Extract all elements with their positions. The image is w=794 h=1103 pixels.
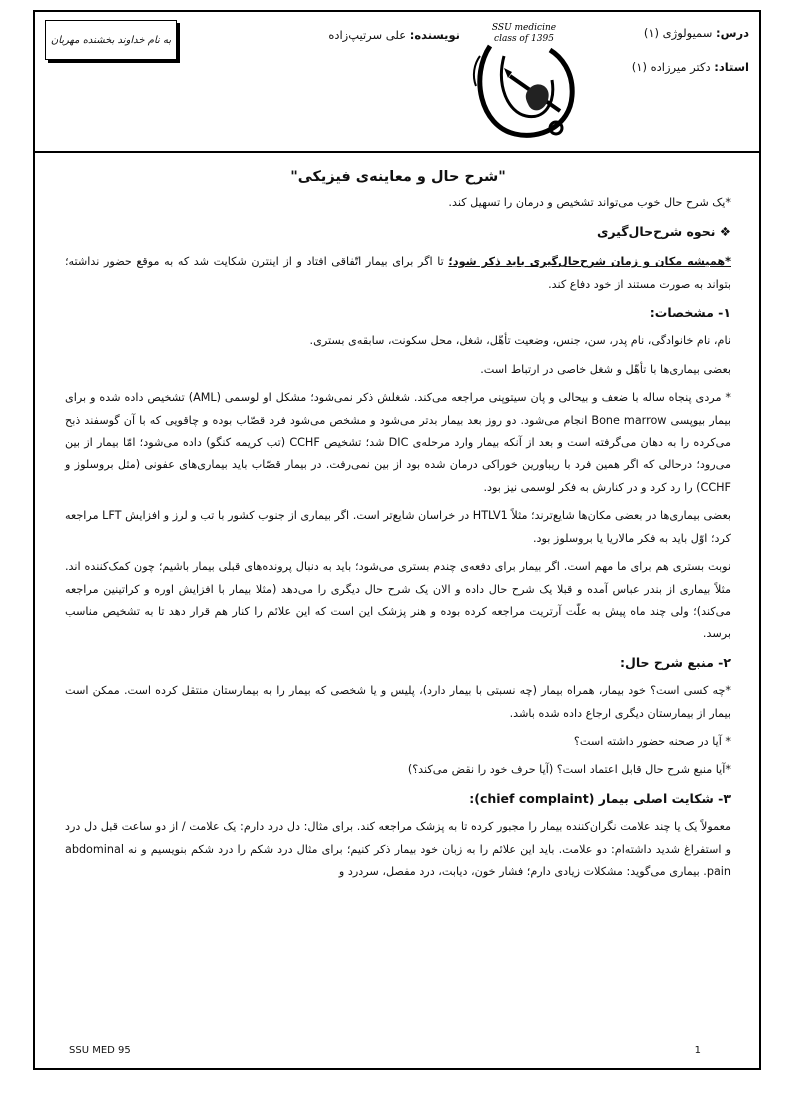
author-label: نویسنده: bbox=[409, 28, 460, 42]
author-value: علی سرتیپ‌زاده bbox=[328, 28, 407, 42]
place-time-emphasis: *همیشه مکان و زمان شرح‌حال‌گیری باید ذکر شود؛ bbox=[448, 255, 731, 269]
document-title: "شرح حال و معاینه‌ی فیزیکی" bbox=[290, 169, 506, 185]
class-logo bbox=[460, 16, 588, 146]
heading-source: ۲- منبع شرح حال: bbox=[620, 654, 731, 670]
footer-label: SSU MED 95 bbox=[69, 1045, 131, 1056]
admission-paragraph: نوبت بستری هم برای ما مهم است. اگر بیمار برای دفعه‌ی چندم بستری می‌شود؛ باید به دنبال پرونده‌های قبلی بیمار باشیم؛ چون کمک‌کننده اند. مثلاً بیماری از بندر عباس آمده و قبلا یک شرح حال داده و الان یک شرح حال دیگری را می‌دهد (مثلا بیمار با افزایش اوره و کراتینین مراجعه می‌کند)؛ ولی چند ماه پیش به علّت آرتریت مراجعه کرده بوده و هنر پزشک این است که این علائم را کنار هم قرار دهد تا به تشخیص مناسب برسد. bbox=[65, 560, 731, 641]
teacher-value: دکتر میرزاده (۱) bbox=[631, 60, 711, 74]
section-method-heading: ❖ نحوه شرح‌حال‌گیری bbox=[596, 223, 731, 239]
page-frame bbox=[33, 10, 761, 1070]
place-time-paragraph bbox=[65, 251, 731, 296]
course-label: درس: bbox=[716, 26, 749, 40]
logo-text-1: SSU medicine bbox=[491, 23, 557, 33]
page-header bbox=[35, 12, 759, 153]
source-paragraph: *چه کسی است؟ خود بیمار، همراه بیمار (چه نسبتی با بیمار دارد)، پلیس و یا شخصی که بیمار را به بیمارستان منتقل کرده است. ممکن است بیمار از بیمارستان دیگری ارجاع داده شده باشد. bbox=[65, 684, 731, 720]
case-paragraph: * مردی پنجاه ساله با ضعف و بیحالی و پان سیتوپنی مراجعه می‌کند. شغلش ذکر نمی‌شود؛ مشکل او لوسمی (AML) تشخیص داده شده و برای بیمار بیوپسی Bone marrow انجام می‌شود. دو روز بعد بیمار بدتر می‌شود و مشخص می‌شود فرد قصّاب بوده و چاقویی که با آن گوسفند ذبح می‌کرده را به دهان می‌گرفته است و بعد از آنکه بیمار وارد مرحله‌ی DIC شد؛ تشخیص CCHF (تب کریمه کنگو) داده می‌شود؛ امّا بیمار از بین می‌رود؛ درحالی که اگر همین فرد با ریباورین خوراکی درمان شده بود از بین نمی‌رفت. در بیمار قصّاب باید بیماری‌های عفونی (مثل بروسلوز و CCHF) را رد کرد و در کنارش به فکر لوسمی نیز بود. bbox=[65, 391, 732, 494]
reliable-paragraph: *آیا منبع شرح حال قابل اعتماد است؟ (آیا حرف خود را نقض می‌کند؟) bbox=[407, 763, 731, 777]
intro-paragraph: *یک شرح حال خوب می‌تواند تشخیص و درمان را تسهیل کند. bbox=[448, 196, 731, 210]
regional-paragraph: بعضی بیماری‌ها در بعضی مکان‌ها شایع‌ترند؛ مثلاً HTLV1 در خراسان شایع‌تر است. اگر بیماری از جنوب کشور با تب و لرز و افزایش LFT مراجعه کرد؛ اوّل باید به فکر مالاریا یا بروسلوز بود. bbox=[65, 509, 731, 545]
course-value: سمیولوژی (۱) bbox=[643, 26, 713, 40]
chief-complaint-paragraph: معمولاً یک یا چند علامت نگران‌کننده بیمار را مجبور کرده تا به پزشک مراجعه کند. برای مثال: دل درد دارم: یک علامت / از دو ساعت قبل دل درد و استفراغ شدید داشته‌ام: دو علامت. باید این علائم را به زبان خود بیمار ذکر کنیم؛ برای مثال درد شکم را درد شکم بنویسیم و نه abdominal pain. بیماری می‌گوید: مشکلات زیادی دارم؛ فشار خون، دیابت، درد مفصل، سردرد و bbox=[65, 820, 731, 878]
teacher-label: استاد: bbox=[714, 60, 749, 74]
bismillah-box bbox=[45, 20, 177, 60]
heading-chief-complaint: ۳- شکایت اصلی بیمار (chief complaint): bbox=[469, 790, 731, 806]
specs-paragraph: نام، نام خانوادگی، نام پدر، سن، جنس، وضعیت تأهّل، شغل، محل سکونت، سابقه‌ی بستری. bbox=[309, 334, 731, 348]
logo-text-2: class of 1395 bbox=[494, 34, 554, 44]
heading-specs: ۱- مشخصات: bbox=[649, 305, 731, 321]
author-info bbox=[285, 28, 460, 42]
document-body bbox=[65, 162, 731, 889]
present-paragraph: * آیا در صحنه حضور داشته است؟ bbox=[573, 734, 731, 748]
bismillah-text: به نام خداوند بخشنده مهربان bbox=[50, 34, 172, 46]
page-number: 1 bbox=[694, 1045, 701, 1056]
place-time-rest: تا اگر برای بیمار اتّفاقی افتاد و از اینترن شکایت شد که به موقع حضور نداشته؛ بتواند به صورت مستند از خود دفاع کند. bbox=[65, 255, 731, 291]
specs-paragraph-2: بعضی بیماری‌ها با تأهّل و شغل خاصی در ارتباط است. bbox=[480, 362, 731, 376]
